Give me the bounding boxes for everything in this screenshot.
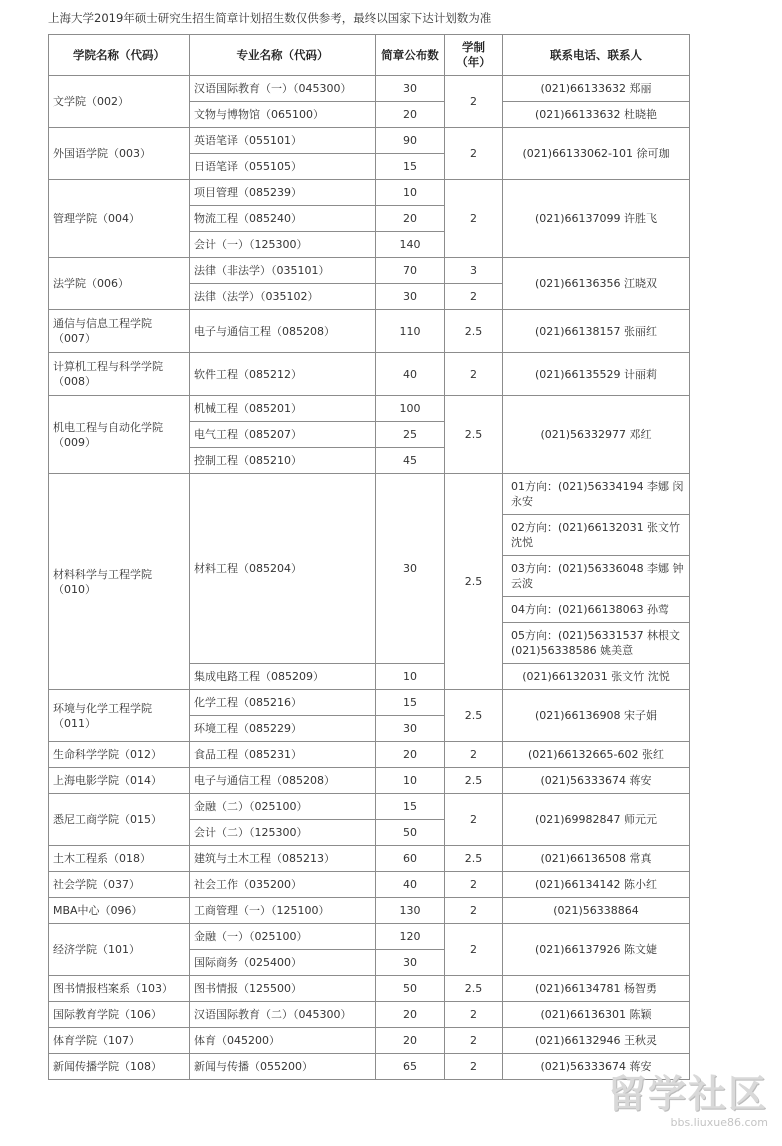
contact-cell: (021)66132665-602 张红: [503, 742, 690, 768]
contact-cell: (021)66133062-101 徐可珈: [503, 128, 690, 180]
table-row: [49, 474, 690, 515]
quota-cell: 90: [376, 128, 445, 154]
school-cell: 土木工程系（018）: [49, 846, 190, 872]
table-row: [49, 898, 690, 924]
quota-cell: 10: [376, 768, 445, 794]
header-years: 学制（年）: [445, 35, 503, 76]
table-row: [49, 846, 690, 872]
school-cell: 悉尼工商学院（015）: [49, 794, 190, 846]
major-cell: 电子与通信工程（085208）: [190, 310, 376, 353]
major-cell: 法律（非法学）（035101）: [190, 258, 376, 284]
major-cell: 机械工程（085201）: [190, 396, 376, 422]
quota-cell: 15: [376, 690, 445, 716]
quota-cell: 20: [376, 206, 445, 232]
major-cell: 控制工程（085210）: [190, 448, 376, 474]
school-cell: 计算机工程与科学学院（008）: [49, 353, 190, 396]
table-row: [49, 128, 690, 154]
quota-cell: 110: [376, 310, 445, 353]
major-cell: 集成电路工程（085209）: [190, 664, 376, 690]
contact-cell: (021)66138157 张丽红: [503, 310, 690, 353]
table-header-row: [49, 35, 690, 76]
years-cell: 2: [445, 284, 503, 310]
school-cell: 环境与化学工程学院（011）: [49, 690, 190, 742]
school-cell: 法学院（006）: [49, 258, 190, 310]
contact-cell: (021)66134142 陈小红: [503, 872, 690, 898]
header-school: 学院名称（代码）: [49, 35, 190, 76]
page-caption: 上海大学2019年硕士研究生招生简章计划招生数仅供参考，最终以国家下达计划数为准: [48, 11, 492, 25]
major-cell: 会计（二）（125300）: [190, 820, 376, 846]
major-cell: 材料工程（085204）: [190, 474, 376, 664]
contact-cell: (021)66137099 许胜飞: [503, 180, 690, 258]
years-cell: 2.5: [445, 310, 503, 353]
school-cell: 经济学院（101）: [49, 924, 190, 976]
quota-cell: 70: [376, 258, 445, 284]
contact-cell: (021)56338864: [503, 898, 690, 924]
years-cell: 2: [445, 76, 503, 128]
years-cell: 2: [445, 1054, 503, 1080]
major-cell: 社会工作（035200）: [190, 872, 376, 898]
quota-cell: 15: [376, 794, 445, 820]
major-cell: 汉语国际教育（二）（045300）: [190, 1002, 376, 1028]
quota-cell: 50: [376, 976, 445, 1002]
contact-cell: (021)66132031 张文竹 沈悦: [503, 664, 690, 690]
school-cell: 上海电影学院（014）: [49, 768, 190, 794]
years-cell: 2.5: [445, 690, 503, 742]
contact-cell: (021)66137926 陈文婕: [503, 924, 690, 976]
table-row: [49, 310, 690, 353]
contact-cell: (021)66136301 陈颖: [503, 1002, 690, 1028]
major-cell: 建筑与土木工程（085213）: [190, 846, 376, 872]
school-cell: 国际教育学院（106）: [49, 1002, 190, 1028]
contact-cell: (021)69982847 师元元: [503, 794, 690, 846]
table-row: [49, 180, 690, 206]
major-cell: 新闻与传播（055200）: [190, 1054, 376, 1080]
quota-cell: 10: [376, 664, 445, 690]
major-cell: 日语笔译（055105）: [190, 154, 376, 180]
table-row: [49, 258, 690, 284]
contact-cell: (021)66136356 江晓双: [503, 258, 690, 310]
major-cell: 金融（二）（025100）: [190, 794, 376, 820]
major-cell: 工商管理（一）（125100）: [190, 898, 376, 924]
table-row: [49, 768, 690, 794]
school-cell: MBA中心（096）: [49, 898, 190, 924]
quota-cell: 30: [376, 474, 445, 664]
years-cell: 2: [445, 872, 503, 898]
quota-cell: 65: [376, 1054, 445, 1080]
table-row: [49, 742, 690, 768]
major-cell: 汉语国际教育（一）（045300）: [190, 76, 376, 102]
major-cell: 法律（法学）（035102）: [190, 284, 376, 310]
school-cell: 社会学院（037）: [49, 872, 190, 898]
table-row: [49, 353, 690, 396]
quota-cell: 20: [376, 1002, 445, 1028]
contact-cell: (021)66136508 常真: [503, 846, 690, 872]
contact-cell: 05方向：(021)56331537 林根文 (021)56338586 姚美意: [503, 623, 690, 664]
years-cell: 2: [445, 1028, 503, 1054]
site-watermark: [608, 1072, 768, 1138]
years-cell: 2: [445, 924, 503, 976]
major-cell: 会计（一）（125300）: [190, 232, 376, 258]
quota-cell: 20: [376, 102, 445, 128]
quota-cell: 120: [376, 924, 445, 950]
major-cell: 电气工程（085207）: [190, 422, 376, 448]
years-cell: 2.5: [445, 396, 503, 474]
contact-cell: (021)66136908 宋子娟: [503, 690, 690, 742]
years-cell: 2: [445, 742, 503, 768]
table-row: [49, 976, 690, 1002]
enrollment-plan-table: [48, 34, 690, 1080]
header-major: 专业名称（代码）: [190, 35, 376, 76]
major-cell: 化学工程（085216）: [190, 690, 376, 716]
table-row: [49, 396, 690, 422]
major-cell: 环境工程（085229）: [190, 716, 376, 742]
quota-cell: 45: [376, 448, 445, 474]
major-cell: 物流工程（085240）: [190, 206, 376, 232]
table-row: [49, 690, 690, 716]
quota-cell: 60: [376, 846, 445, 872]
quota-cell: 40: [376, 872, 445, 898]
contact-cell: 02方向：(021)66132031 张文竹 沈悦: [503, 515, 690, 556]
quota-cell: 10: [376, 180, 445, 206]
years-cell: 2: [445, 180, 503, 258]
header-quota: 简章公布数: [376, 35, 445, 76]
major-cell: 体育（045200）: [190, 1028, 376, 1054]
quota-cell: 20: [376, 1028, 445, 1054]
school-cell: 材料科学与工程学院（010）: [49, 474, 190, 690]
contact-cell: 04方向：(021)66138063 孙莺: [503, 597, 690, 623]
table-row: [49, 1028, 690, 1054]
table-row: [49, 1054, 690, 1080]
table-row: [49, 924, 690, 950]
contact-cell: (021)56333674 蒋安: [503, 768, 690, 794]
years-cell: 2.5: [445, 474, 503, 690]
quota-cell: 25: [376, 422, 445, 448]
major-cell: 软件工程（085212）: [190, 353, 376, 396]
table-row: [49, 76, 690, 102]
major-cell: 文物与博物馆（065100）: [190, 102, 376, 128]
contact-cell: (021)66132946 王秋灵: [503, 1028, 690, 1054]
table-row: [49, 794, 690, 820]
years-cell: 2.5: [445, 976, 503, 1002]
years-cell: 2: [445, 1002, 503, 1028]
quota-cell: 30: [376, 76, 445, 102]
header-contact: 联系电话、联系人: [503, 35, 690, 76]
school-cell: 图书情报档案系（103）: [49, 976, 190, 1002]
quota-cell: 130: [376, 898, 445, 924]
years-cell: 2: [445, 128, 503, 180]
quota-cell: 100: [376, 396, 445, 422]
contact-cell: (021)56333674 蒋安: [503, 1054, 690, 1080]
quota-cell: 20: [376, 742, 445, 768]
major-cell: 金融（一）（025100）: [190, 924, 376, 950]
years-cell: 2.5: [445, 846, 503, 872]
table-row: [49, 872, 690, 898]
contact-cell: (021)66133632 杜晓艳: [503, 102, 690, 128]
school-cell: 管理学院（004）: [49, 180, 190, 258]
school-cell: 文学院（002）: [49, 76, 190, 128]
major-cell: 图书情报（125500）: [190, 976, 376, 1002]
years-cell: 2: [445, 794, 503, 846]
years-cell: 2: [445, 898, 503, 924]
school-cell: 通信与信息工程学院（007）: [49, 310, 190, 353]
school-cell: 机电工程与自动化学院（009）: [49, 396, 190, 474]
contact-cell: (021)66135529 计丽莉: [503, 353, 690, 396]
contact-cell: 03方向：(021)56336048 李娜 钟云波: [503, 556, 690, 597]
school-cell: 新闻传播学院（108）: [49, 1054, 190, 1080]
major-cell: 食品工程（085231）: [190, 742, 376, 768]
major-cell: 项目管理（085239）: [190, 180, 376, 206]
school-cell: 生命科学学院（012）: [49, 742, 190, 768]
quota-cell: 40: [376, 353, 445, 396]
major-cell: 国际商务（025400）: [190, 950, 376, 976]
table-row: [49, 1002, 690, 1028]
school-cell: 体育学院（107）: [49, 1028, 190, 1054]
quota-cell: 15: [376, 154, 445, 180]
quota-cell: 50: [376, 820, 445, 846]
contact-cell: (021)66134781 杨智勇: [503, 976, 690, 1002]
contact-cell: 01方向：(021)56334194 李娜 闵永安: [503, 474, 690, 515]
quota-cell: 30: [376, 284, 445, 310]
quota-cell: 140: [376, 232, 445, 258]
quota-cell: 30: [376, 950, 445, 976]
contact-cell: (021)66133632 郑丽: [503, 76, 690, 102]
watermark-url: bbs.liuxue86.com: [670, 1116, 768, 1129]
quota-cell: 30: [376, 716, 445, 742]
years-cell: 2: [445, 353, 503, 396]
contact-cell: (021)56332977 邓红: [503, 396, 690, 474]
major-cell: 英语笔译（055101）: [190, 128, 376, 154]
years-cell: 3: [445, 258, 503, 284]
school-cell: 外国语学院（003）: [49, 128, 190, 180]
watermark-logo-text: 留学社区: [608, 1072, 769, 1116]
major-cell: 电子与通信工程（085208）: [190, 768, 376, 794]
years-cell: 2.5: [445, 768, 503, 794]
